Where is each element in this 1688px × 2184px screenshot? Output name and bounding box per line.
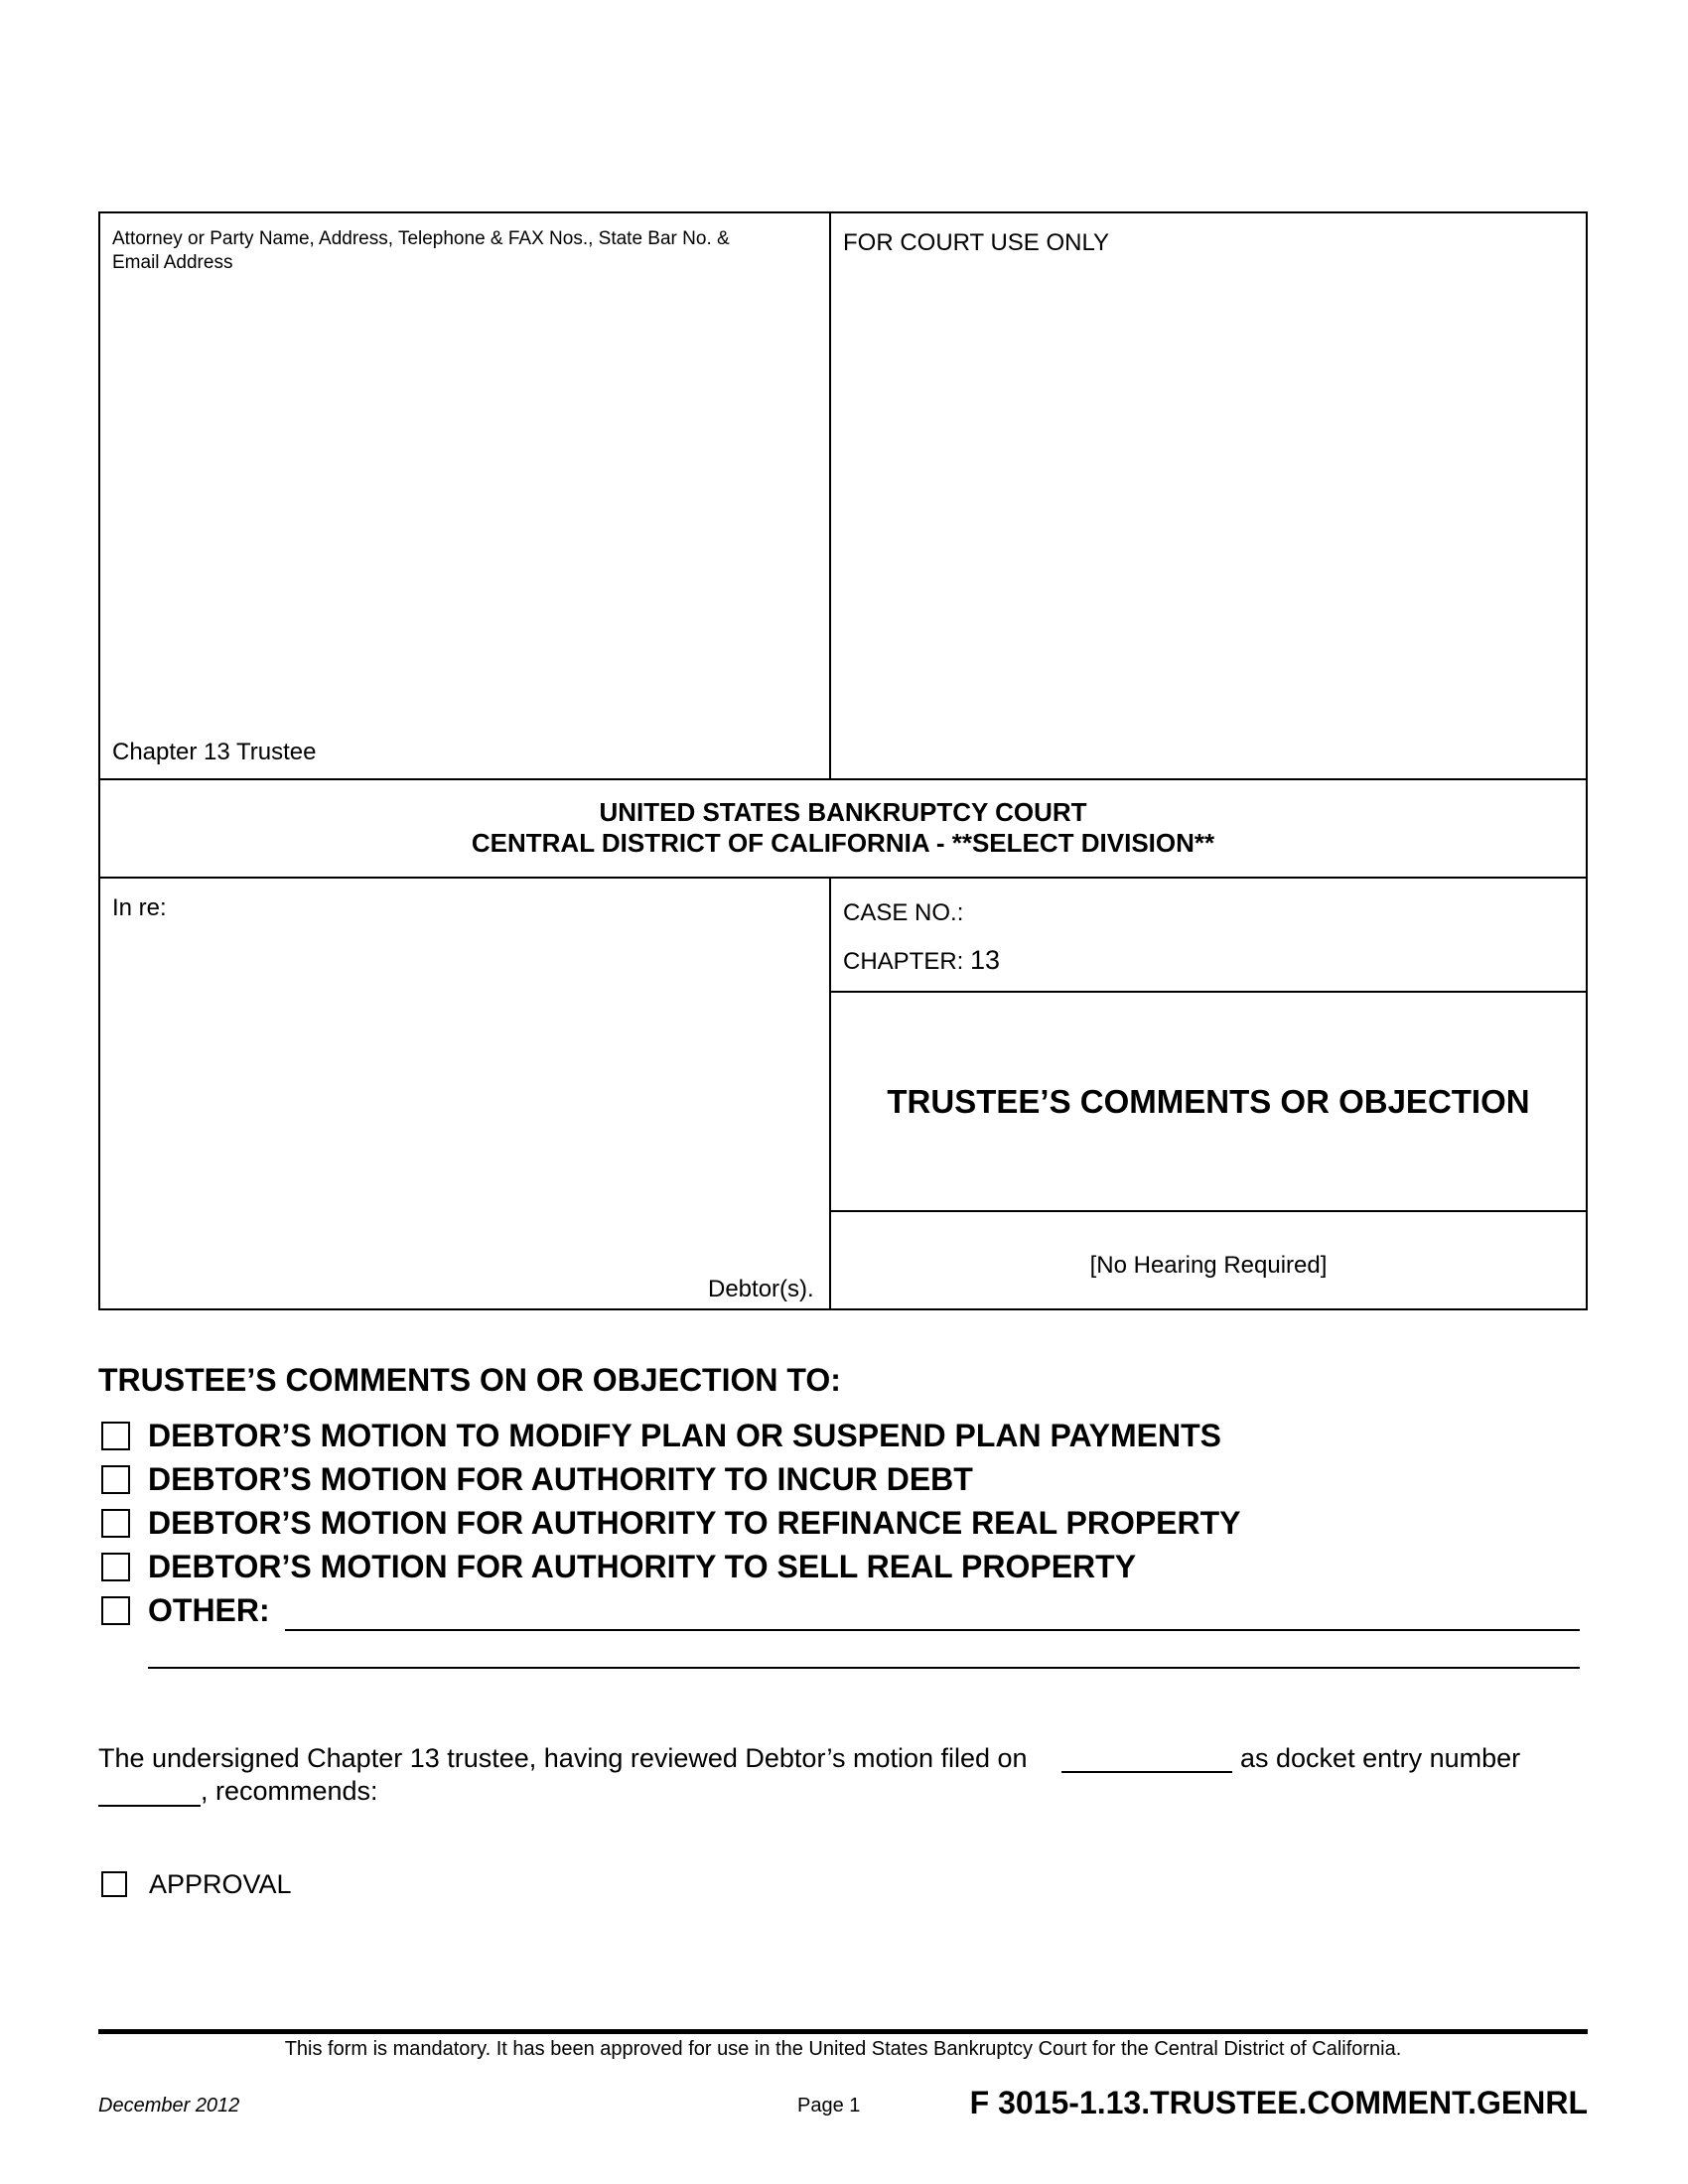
divider-horizontal-2 (98, 877, 1588, 879)
other-input-line-2[interactable] (148, 1667, 1580, 1669)
approval-label: APPROVAL (149, 1869, 292, 1899)
other-input-line-1[interactable] (285, 1629, 1580, 1631)
document-title: TRUSTEE’S COMMENTS OR OBJECTION (887, 1083, 1530, 1120)
docket-number-blank[interactable] (98, 1805, 201, 1807)
option-refinance: DEBTOR’S MOTION FOR AUTHORITY TO REFINANCE REAL PROPERTY (148, 1505, 1241, 1541)
divider-title (829, 1210, 1588, 1212)
chapter-label: CHAPTER: (843, 948, 964, 975)
recommendation-text-2: as docket entry number (1240, 1743, 1521, 1773)
case-no-label: CASE NO.: (843, 899, 964, 926)
chapter-value: 13 (970, 945, 1001, 975)
divider-horizontal-1 (98, 778, 1588, 780)
checkbox-modify-plan[interactable] (101, 1422, 130, 1450)
comments-heading: TRUSTEE’S COMMENTS ON OR OBJECTION TO: (98, 1362, 841, 1398)
court-use-label: FOR COURT USE ONLY (843, 229, 1110, 256)
recommendation-text-1: The undersigned Chapter 13 trustee, having reviewed Debtor’s motion filed on (98, 1743, 1028, 1773)
attorney-label (112, 227, 807, 275)
checkbox-incur-debt[interactable] (101, 1465, 130, 1494)
checkbox-sell-property[interactable] (101, 1553, 130, 1581)
district-name: CENTRAL DISTRICT OF CALIFORNIA - **SELECT DIVISION** (471, 828, 1215, 858)
option-other: OTHER: (148, 1592, 270, 1628)
option-modify-plan: DEBTOR’S MOTION TO MODIFY PLAN OR SUSPEND PLAN PAYMENTS (148, 1418, 1221, 1453)
no-hearing-label: [No Hearing Required] (1089, 1252, 1328, 1279)
chapter-field (843, 945, 1000, 977)
divider-vertical-top (829, 211, 831, 779)
mandatory-notice: This form is mandatory. It has been approved for use in the United States Bankruptcy Court for the Central District of California. (284, 2038, 1402, 2060)
debtors-label: Debtor(s). (708, 1276, 814, 1302)
checkbox-approval[interactable] (101, 1871, 127, 1897)
form-date: December 2012 (98, 2095, 240, 2116)
divider-case-info (829, 991, 1588, 993)
in-re-label: In re: (112, 894, 167, 921)
chapter-13-trustee-label: Chapter 13 Trustee (112, 739, 317, 765)
page-number: Page 1 (797, 2095, 861, 2116)
caption-table (98, 211, 1588, 1310)
motion-date-blank[interactable] (1061, 1771, 1232, 1773)
checkbox-other[interactable] (101, 1596, 130, 1625)
checkbox-refinance[interactable] (101, 1509, 130, 1538)
recommendation-text-3: , recommends: (201, 1776, 378, 1806)
option-sell-property: DEBTOR’S MOTION FOR AUTHORITY TO SELL REAL PROPERTY (148, 1549, 1137, 1584)
court-name: UNITED STATES BANKRUPTCY COURT (599, 797, 1087, 827)
recommendation-sentence-line1 (98, 1742, 1028, 1774)
option-incur-debt: DEBTOR’S MOTION FOR AUTHORITY TO INCUR DEBT (148, 1461, 973, 1497)
attorney-label-line1: Attorney or Party Name, Address, Telephone & FAX Nos., State Bar No. & (112, 228, 730, 249)
form-number: F 3015-1.13.TRUSTEE.COMMENT.GENRL (969, 2085, 1588, 2120)
attorney-label-line2: Email Address (112, 252, 233, 273)
court-heading (98, 797, 1588, 859)
footer-rule (98, 2029, 1588, 2034)
